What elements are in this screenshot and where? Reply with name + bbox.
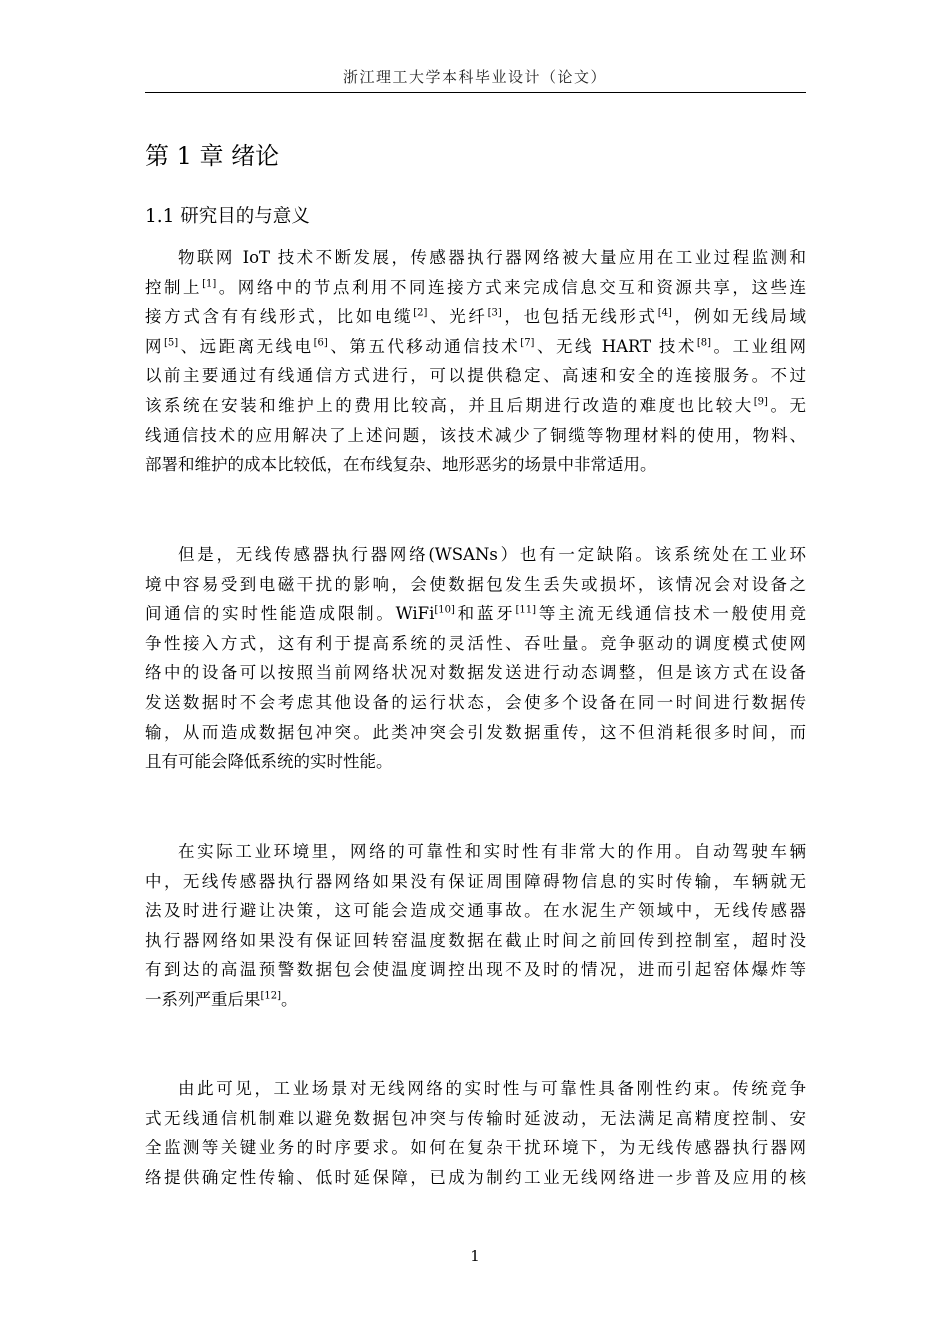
paragraph-line: 络中的设备可以按照当前网络状况对数据发送进行动态调整，但是该方式在设备 — [145, 663, 806, 683]
paragraph-line: 间通信的实时性能造成限制。WiFi[10]和蓝牙[11]等主流无线通信技术一般使用竞 — [145, 604, 806, 624]
paragraph-line: 且有可能会降低系统的实时性能。 — [145, 752, 393, 772]
page-number: 1 — [470, 1247, 480, 1265]
paragraph-line: 有到达的高温预警数据包会使温度调控出现不及时的情况，进而引起窑体爆炸等 — [145, 960, 806, 980]
paragraph-line: 但是，无线传感器执行器网络(WSANs）也有一定缺陷。该系统处在工业环 — [178, 545, 806, 564]
paragraph-line: 境中容易受到电磁干扰的影响，会使数据包发生丢失或损坏，该情况会对设备之 — [145, 574, 806, 594]
paragraph-line: 网[5]、远距离无线电[6]、第五代移动通信技术[7]、无线 HART 技术[8]。工业组网 — [145, 336, 806, 356]
chapter-heading: 第 1 章 绪论 — [145, 142, 280, 170]
paragraph-line: 一系列严重后果[12]。 — [145, 990, 298, 1009]
paragraph-line: 物联网 IoT 技术不断发展，传感器执行器网络被大量应用在工业过程监测和 — [178, 248, 806, 267]
paragraph-line: 全监测等关键业务的时序要求。如何在复杂干扰环境下，为无线传感器执行器网 — [145, 1138, 806, 1158]
paragraph-line: 络提供确定性传输、低时延保障，已成为制约工业无线网络进一步普及应用的核 — [145, 1167, 806, 1187]
paragraph-line: 中，无线传感器执行器网络如果没有保证周围障碍物信息的实时传输，车辆就无 — [145, 871, 806, 891]
paragraph-line: 输，从而造成数据包冲突。此类冲突会引发数据重传，这不但消耗很多时间，而 — [145, 722, 806, 742]
paragraph-line: 执行器网络如果没有保证回转窑温度数据在截止时间之前回传到控制室，超时没 — [145, 930, 806, 950]
paragraph-line: 部署和维护的成本比较低，在布线复杂、地形恶劣的场景中非常适用。 — [145, 455, 657, 475]
paragraph-line: 争性接入方式，这有利于提高系统的灵活性、吞吐量。竞争驱动的调度模式使网 — [145, 633, 806, 653]
paragraph-line: 发送数据时不会考虑其他设备的运行状态，会使多个设备在同一时间进行数据传 — [145, 693, 806, 712]
paragraph-line: 由此可见，工业场景对无线网络的实时性与可靠性具备刚性约束。传统竞争 — [178, 1079, 806, 1098]
paragraph-line: 法及时进行避让决策，这可能会造成交通事故。在水泥生产领域中，无线传感器 — [145, 901, 806, 921]
paragraph-line: 接方式含有有线形式，比如电缆[2]、光纤[3]，也包括无线形式[4]，例如无线局域 — [145, 307, 806, 327]
paragraph-line: 以前主要通过有线通信方式进行，可以提供稳定、高速和安全的连接服务。不过 — [145, 366, 806, 386]
paragraph-line: 该系统在安装和维护上的费用比较高，并且后期进行改造的难度也比较大[9]。无 — [145, 396, 806, 415]
header-rule — [145, 92, 806, 93]
paragraph-line: 线通信技术的应用解决了上述问题，该技术减少了铜缆等物理材料的使用，物料、 — [145, 425, 806, 445]
paragraph-line: 在实际工业环境里，网络的可靠性和实时性有非常大的作用。自动驾驶车辆 — [178, 842, 806, 861]
paragraph-line: 控制上[1]。网络中的节点利用不同连接方式来完成信息交互和资源共享，这些连 — [145, 277, 806, 297]
paragraph-line: 式无线通信机制难以避免数据包冲突与传输时延波动，无法满足高精度控制、安 — [145, 1108, 806, 1128]
section-heading: 1.1 研究目的与意义 — [145, 206, 310, 227]
running-header: 浙江理工大学本科毕业设计（论文） — [342, 68, 607, 86]
